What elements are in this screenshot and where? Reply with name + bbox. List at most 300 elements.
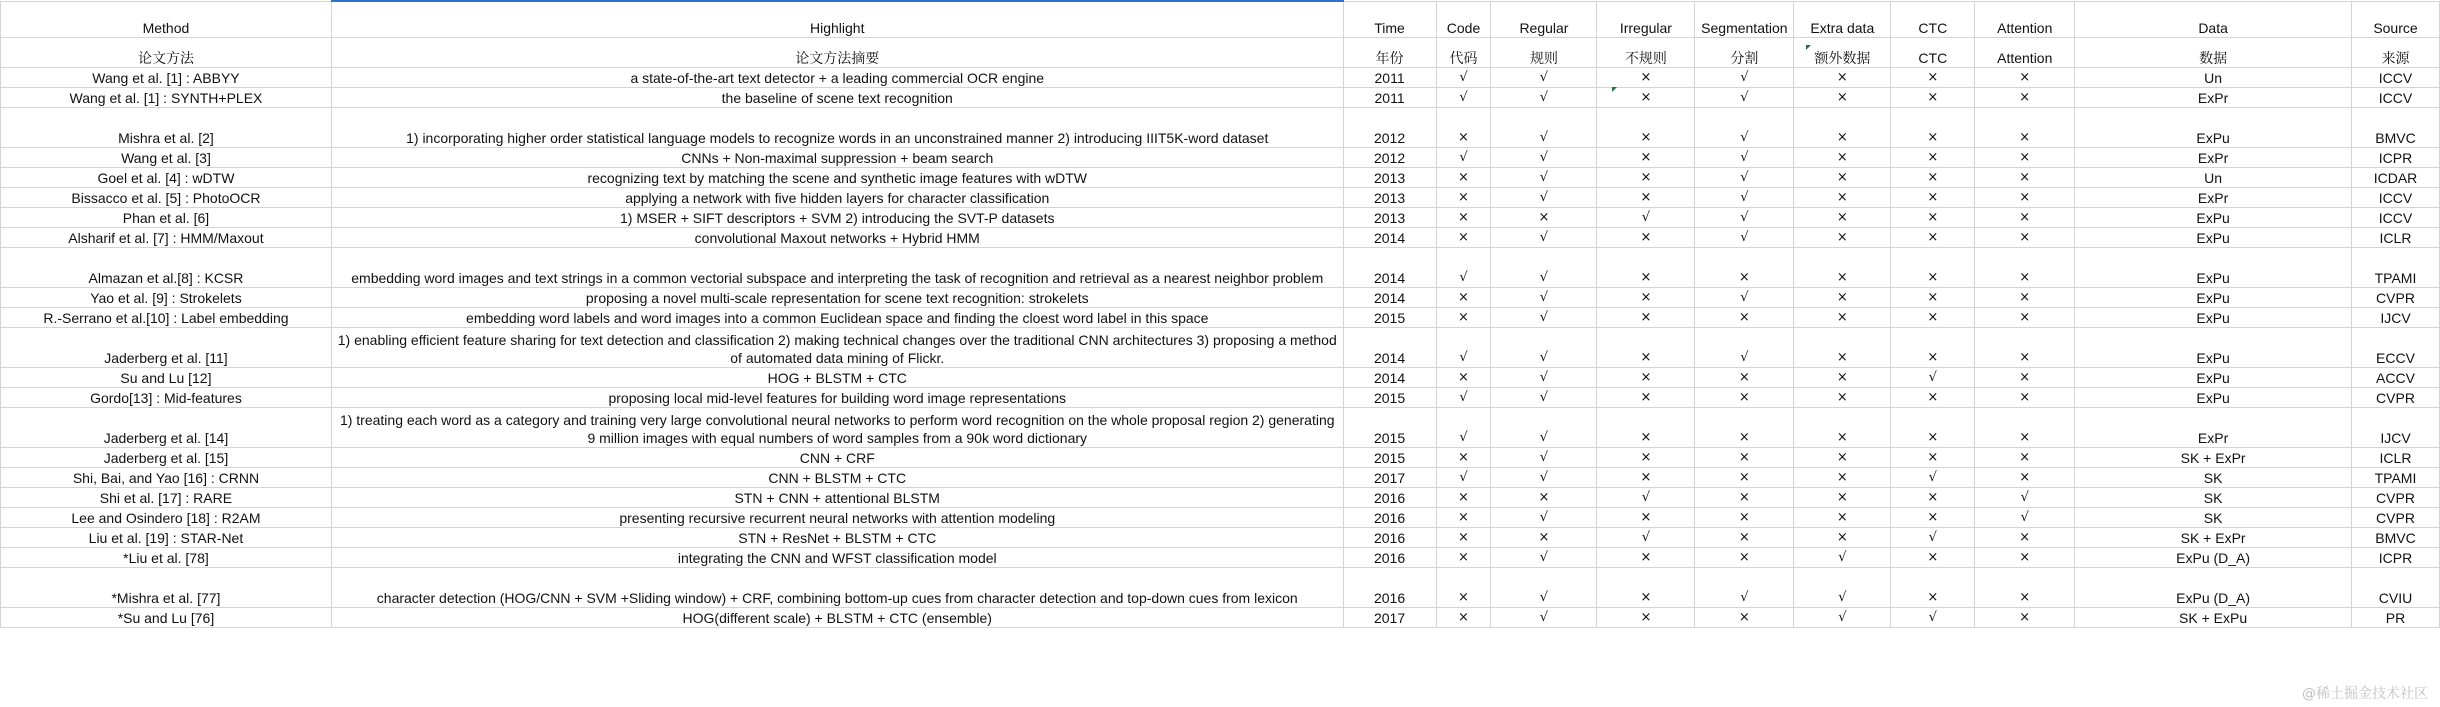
- cell-method[interactable]: Jaderberg et al. [14]: [1, 407, 332, 447]
- cell-data[interactable]: ExPu: [2075, 287, 2352, 307]
- cell-method[interactable]: Bissacco et al. [5] : PhotoOCR: [1, 187, 332, 207]
- cell-irregular[interactable]: ×: [1597, 567, 1695, 607]
- cell-highlight[interactable]: a state-of-the-art text detector + a leading commercial OCR engine: [331, 67, 1343, 87]
- cell-irregular[interactable]: ×: [1597, 507, 1695, 527]
- cell-data[interactable]: ExPu: [2075, 107, 2352, 147]
- header-segmentation[interactable]: Segmentation: [1695, 1, 1794, 37]
- cell-irregular[interactable]: ×: [1597, 307, 1695, 327]
- cell-irregular[interactable]: ×: [1597, 187, 1695, 207]
- header-attention-zh[interactable]: Attention: [1975, 37, 2075, 67]
- header-time-zh[interactable]: 年份: [1343, 37, 1436, 67]
- cell-method[interactable]: Wang et al. [1] : SYNTH+PLEX: [1, 87, 332, 107]
- cell-source[interactable]: ICDAR: [2351, 167, 2439, 187]
- header-method-zh[interactable]: 论文方法: [1, 37, 332, 67]
- cell-data[interactable]: ExPr: [2075, 147, 2352, 167]
- cell-data[interactable]: ExPu: [2075, 247, 2352, 287]
- cell-attention[interactable]: ×: [1975, 247, 2075, 287]
- cell-time[interactable]: 2013: [1343, 167, 1436, 187]
- cell-extra-data[interactable]: ×: [1794, 147, 1891, 167]
- cell-segmentation[interactable]: √: [1695, 67, 1794, 87]
- cell-extra-data[interactable]: ×: [1794, 107, 1891, 147]
- cell-regular[interactable]: √: [1491, 247, 1597, 287]
- cell-code[interactable]: ×: [1436, 607, 1491, 627]
- cell-extra-data[interactable]: ×: [1794, 227, 1891, 247]
- cell-attention[interactable]: ×: [1975, 367, 2075, 387]
- cell-source[interactable]: ICCV: [2351, 67, 2439, 87]
- cell-irregular[interactable]: ×: [1597, 67, 1695, 87]
- cell-data[interactable]: Un: [2075, 167, 2352, 187]
- cell-extra-data[interactable]: √: [1794, 547, 1891, 567]
- header-method[interactable]: Method: [1, 1, 332, 37]
- cell-source[interactable]: CVIU: [2351, 567, 2439, 607]
- cell-ctc[interactable]: ×: [1891, 567, 1975, 607]
- cell-data[interactable]: ExPr: [2075, 407, 2352, 447]
- cell-segmentation[interactable]: √: [1695, 227, 1794, 247]
- cell-code[interactable]: ×: [1436, 187, 1491, 207]
- header-data-zh[interactable]: 数据: [2075, 37, 2352, 67]
- cell-code[interactable]: ×: [1436, 367, 1491, 387]
- cell-code[interactable]: √: [1436, 87, 1491, 107]
- cell-code[interactable]: ×: [1436, 107, 1491, 147]
- cell-highlight[interactable]: proposing a novel multi-scale representation for scene text recognition: strokelets: [331, 287, 1343, 307]
- cell-irregular[interactable]: ×: [1597, 387, 1695, 407]
- cell-ctc[interactable]: ×: [1891, 307, 1975, 327]
- cell-segmentation[interactable]: √: [1695, 167, 1794, 187]
- cell-extra-data[interactable]: ×: [1794, 187, 1891, 207]
- cell-data[interactable]: SK: [2075, 487, 2352, 507]
- cell-time[interactable]: 2012: [1343, 107, 1436, 147]
- cell-extra-data[interactable]: ×: [1794, 167, 1891, 187]
- cell-code[interactable]: ×: [1436, 507, 1491, 527]
- cell-time[interactable]: 2012: [1343, 147, 1436, 167]
- cell-method[interactable]: Shi, Bai, and Yao [16] : CRNN: [1, 467, 332, 487]
- cell-source[interactable]: ACCV: [2351, 367, 2439, 387]
- cell-code[interactable]: ×: [1436, 527, 1491, 547]
- cell-extra-data[interactable]: ×: [1794, 247, 1891, 287]
- cell-method[interactable]: Lee and Osindero [18] : R2AM: [1, 507, 332, 527]
- cell-extra-data[interactable]: √: [1794, 567, 1891, 607]
- header-code-zh[interactable]: 代码: [1436, 37, 1491, 67]
- cell-extra-data[interactable]: ×: [1794, 207, 1891, 227]
- cell-data[interactable]: ExPu: [2075, 227, 2352, 247]
- cell-regular[interactable]: √: [1491, 467, 1597, 487]
- cell-highlight[interactable]: embedding word labels and word images into a common Euclidean space and finding the cloest word label in this space: [331, 307, 1343, 327]
- cell-time[interactable]: 2014: [1343, 227, 1436, 247]
- cell-extra-data[interactable]: √: [1794, 607, 1891, 627]
- cell-data[interactable]: ExPu (D_A): [2075, 567, 2352, 607]
- cell-time[interactable]: 2011: [1343, 87, 1436, 107]
- cell-time[interactable]: 2017: [1343, 607, 1436, 627]
- cell-segmentation[interactable]: √: [1695, 207, 1794, 227]
- cell-irregular[interactable]: ×: [1597, 227, 1695, 247]
- cell-source[interactable]: TPAMI: [2351, 247, 2439, 287]
- cell-data[interactable]: SK + ExPr: [2075, 447, 2352, 467]
- cell-extra-data[interactable]: ×: [1794, 307, 1891, 327]
- cell-data[interactable]: SK: [2075, 507, 2352, 527]
- cell-attention[interactable]: ×: [1975, 227, 2075, 247]
- cell-time[interactable]: 2015: [1343, 447, 1436, 467]
- cell-time[interactable]: 2016: [1343, 567, 1436, 607]
- cell-time[interactable]: 2015: [1343, 407, 1436, 447]
- cell-attention[interactable]: ×: [1975, 567, 2075, 607]
- cell-code[interactable]: √: [1436, 67, 1491, 87]
- cell-regular[interactable]: √: [1491, 327, 1597, 367]
- cell-ctc[interactable]: ×: [1891, 167, 1975, 187]
- cell-extra-data[interactable]: ×: [1794, 507, 1891, 527]
- cell-ctc[interactable]: ×: [1891, 507, 1975, 527]
- cell-regular[interactable]: √: [1491, 387, 1597, 407]
- cell-ctc[interactable]: ×: [1891, 327, 1975, 367]
- cell-highlight[interactable]: 1) MSER + SIFT descriptors + SVM 2) introducing the SVT-P datasets: [331, 207, 1343, 227]
- cell-highlight[interactable]: 1) incorporating higher order statistical language models to recognize words in an unconstrained manner 2) introducing IIIT5K-word dataset: [331, 107, 1343, 147]
- cell-extra-data[interactable]: ×: [1794, 67, 1891, 87]
- cell-irregular[interactable]: ×: [1597, 147, 1695, 167]
- cell-source[interactable]: TPAMI: [2351, 467, 2439, 487]
- cell-attention[interactable]: ×: [1975, 187, 2075, 207]
- cell-method[interactable]: Goel et al. [4] : wDTW: [1, 167, 332, 187]
- cell-time[interactable]: 2011: [1343, 67, 1436, 87]
- cell-highlight[interactable]: 1) enabling efficient feature sharing for text detection and classification 2) making technical changes over the traditional CNN architectures 3) proposing a method of automated data mining of Flickr.: [331, 327, 1343, 367]
- cell-segmentation[interactable]: ×: [1695, 527, 1794, 547]
- cell-time[interactable]: 2013: [1343, 187, 1436, 207]
- cell-method[interactable]: Almazan et al.[8] : KCSR: [1, 247, 332, 287]
- cell-time[interactable]: 2016: [1343, 487, 1436, 507]
- cell-irregular[interactable]: ×: [1597, 287, 1695, 307]
- cell-irregular[interactable]: ×: [1597, 247, 1695, 287]
- cell-time[interactable]: 2016: [1343, 507, 1436, 527]
- cell-data[interactable]: ExPu: [2075, 387, 2352, 407]
- cell-data[interactable]: SK + ExPr: [2075, 527, 2352, 547]
- header-time[interactable]: Time: [1343, 1, 1436, 37]
- cell-segmentation[interactable]: √: [1695, 87, 1794, 107]
- cell-source[interactable]: ICLR: [2351, 447, 2439, 467]
- header-source[interactable]: Source: [2351, 1, 2439, 37]
- cell-extra-data[interactable]: ×: [1794, 367, 1891, 387]
- cell-ctc[interactable]: ×: [1891, 407, 1975, 447]
- cell-segmentation[interactable]: √: [1695, 327, 1794, 367]
- cell-data[interactable]: ExPu: [2075, 327, 2352, 367]
- cell-extra-data[interactable]: ×: [1794, 87, 1891, 107]
- header-segmentation-zh[interactable]: 分割: [1695, 37, 1794, 67]
- cell-code[interactable]: ×: [1436, 447, 1491, 467]
- cell-method[interactable]: Wang et al. [1] : ABBYY: [1, 67, 332, 87]
- cell-irregular[interactable]: ×: [1597, 107, 1695, 147]
- cell-code[interactable]: ×: [1436, 487, 1491, 507]
- cell-extra-data[interactable]: ×: [1794, 407, 1891, 447]
- header-code[interactable]: Code: [1436, 1, 1491, 37]
- cell-source[interactable]: BMVC: [2351, 527, 2439, 547]
- cell-regular[interactable]: √: [1491, 507, 1597, 527]
- cell-attention[interactable]: ×: [1975, 207, 2075, 227]
- cell-irregular[interactable]: √: [1597, 527, 1695, 547]
- cell-regular[interactable]: √: [1491, 227, 1597, 247]
- cell-irregular[interactable]: ×: [1597, 547, 1695, 567]
- cell-data[interactable]: ExPu: [2075, 207, 2352, 227]
- cell-ctc[interactable]: √: [1891, 367, 1975, 387]
- cell-segmentation[interactable]: √: [1695, 147, 1794, 167]
- cell-highlight[interactable]: recognizing text by matching the scene and synthetic image features with wDTW: [331, 167, 1343, 187]
- cell-regular[interactable]: √: [1491, 547, 1597, 567]
- cell-data[interactable]: ExPr: [2075, 187, 2352, 207]
- cell-source[interactable]: CVPR: [2351, 507, 2439, 527]
- cell-ctc[interactable]: ×: [1891, 287, 1975, 307]
- cell-time[interactable]: 2016: [1343, 527, 1436, 547]
- cell-segmentation[interactable]: ×: [1695, 607, 1794, 627]
- cell-data[interactable]: SK: [2075, 467, 2352, 487]
- cell-code[interactable]: ×: [1436, 307, 1491, 327]
- cell-attention[interactable]: ×: [1975, 527, 2075, 547]
- cell-regular[interactable]: √: [1491, 307, 1597, 327]
- header-extra-data[interactable]: Extra data: [1794, 1, 1891, 37]
- cell-source[interactable]: CVPR: [2351, 487, 2439, 507]
- cell-highlight[interactable]: convolutional Maxout networks + Hybrid HMM: [331, 227, 1343, 247]
- cell-time[interactable]: 2016: [1343, 547, 1436, 567]
- cell-time[interactable]: 2015: [1343, 387, 1436, 407]
- cell-data[interactable]: ExPu: [2075, 307, 2352, 327]
- cell-highlight[interactable]: CNN + BLSTM + CTC: [331, 467, 1343, 487]
- cell-irregular[interactable]: ×: [1597, 607, 1695, 627]
- header-irregular[interactable]: Irregular: [1597, 1, 1695, 37]
- cell-ctc[interactable]: ×: [1891, 447, 1975, 467]
- cell-extra-data[interactable]: ×: [1794, 327, 1891, 367]
- cell-segmentation[interactable]: ×: [1695, 487, 1794, 507]
- cell-method[interactable]: Yao et al. [9] : Strokelets: [1, 287, 332, 307]
- cell-code[interactable]: ×: [1436, 167, 1491, 187]
- cell-ctc[interactable]: √: [1891, 467, 1975, 487]
- cell-method[interactable]: *Liu et al. [78]: [1, 547, 332, 567]
- cell-highlight[interactable]: applying a network with five hidden layers for character classification: [331, 187, 1343, 207]
- cell-ctc[interactable]: ×: [1891, 247, 1975, 287]
- cell-ctc[interactable]: ×: [1891, 207, 1975, 227]
- cell-method[interactable]: Wang et al. [3]: [1, 147, 332, 167]
- cell-regular[interactable]: ×: [1491, 527, 1597, 547]
- cell-highlight[interactable]: 1) treating each word as a category and training very large convolutional neural networks to perform word recognition on the whole proposal region 2) generating 9 million images with equal numbers of word samples from a 90k word dictionary: [331, 407, 1343, 447]
- cell-source[interactable]: CVPR: [2351, 287, 2439, 307]
- cell-irregular[interactable]: ×: [1597, 407, 1695, 447]
- cell-method[interactable]: Phan et al. [6]: [1, 207, 332, 227]
- cell-code[interactable]: √: [1436, 147, 1491, 167]
- cell-time[interactable]: 2015: [1343, 307, 1436, 327]
- cell-source[interactable]: ICCV: [2351, 187, 2439, 207]
- cell-source[interactable]: IJCV: [2351, 307, 2439, 327]
- header-irregular-zh[interactable]: 不规则: [1597, 37, 1695, 67]
- cell-attention[interactable]: ×: [1975, 447, 2075, 467]
- cell-source[interactable]: ICCV: [2351, 87, 2439, 107]
- cell-highlight[interactable]: CNN + CRF: [331, 447, 1343, 467]
- cell-attention[interactable]: ×: [1975, 167, 2075, 187]
- cell-data[interactable]: ExPr: [2075, 87, 2352, 107]
- cell-regular[interactable]: √: [1491, 447, 1597, 467]
- cell-regular[interactable]: √: [1491, 567, 1597, 607]
- cell-time[interactable]: 2014: [1343, 247, 1436, 287]
- header-ctc-zh[interactable]: CTC: [1891, 37, 1975, 67]
- cell-highlight[interactable]: the baseline of scene text recognition: [331, 87, 1343, 107]
- cell-source[interactable]: BMVC: [2351, 107, 2439, 147]
- cell-regular[interactable]: √: [1491, 287, 1597, 307]
- cell-highlight[interactable]: HOG(different scale) + BLSTM + CTC (ensemble): [331, 607, 1343, 627]
- cell-attention[interactable]: ×: [1975, 327, 2075, 367]
- cell-data[interactable]: Un: [2075, 67, 2352, 87]
- cell-attention[interactable]: ×: [1975, 107, 2075, 147]
- cell-attention[interactable]: ×: [1975, 147, 2075, 167]
- header-extra-data-zh[interactable]: 额外数据: [1794, 37, 1891, 67]
- cell-segmentation[interactable]: ×: [1695, 467, 1794, 487]
- cell-regular[interactable]: ×: [1491, 207, 1597, 227]
- cell-time[interactable]: 2014: [1343, 367, 1436, 387]
- cell-data[interactable]: ExPu: [2075, 367, 2352, 387]
- cell-extra-data[interactable]: ×: [1794, 487, 1891, 507]
- cell-attention[interactable]: ×: [1975, 467, 2075, 487]
- cell-attention[interactable]: ×: [1975, 307, 2075, 327]
- cell-ctc[interactable]: √: [1891, 607, 1975, 627]
- cell-source[interactable]: ICLR: [2351, 227, 2439, 247]
- cell-source[interactable]: ECCV: [2351, 327, 2439, 367]
- cell-source[interactable]: ICCV: [2351, 207, 2439, 227]
- cell-segmentation[interactable]: ×: [1695, 447, 1794, 467]
- cell-method[interactable]: Liu et al. [19] : STAR-Net: [1, 527, 332, 547]
- cell-regular[interactable]: √: [1491, 87, 1597, 107]
- cell-code[interactable]: √: [1436, 247, 1491, 287]
- cell-time[interactable]: 2017: [1343, 467, 1436, 487]
- cell-segmentation[interactable]: √: [1695, 187, 1794, 207]
- cell-segmentation[interactable]: ×: [1695, 407, 1794, 447]
- cell-segmentation[interactable]: ×: [1695, 387, 1794, 407]
- cell-regular[interactable]: √: [1491, 407, 1597, 447]
- cell-code[interactable]: ×: [1436, 227, 1491, 247]
- cell-regular[interactable]: √: [1491, 107, 1597, 147]
- cell-ctc[interactable]: ×: [1891, 547, 1975, 567]
- cell-time[interactable]: 2014: [1343, 327, 1436, 367]
- cell-segmentation[interactable]: ×: [1695, 547, 1794, 567]
- cell-source[interactable]: IJCV: [2351, 407, 2439, 447]
- cell-ctc[interactable]: ×: [1891, 387, 1975, 407]
- cell-attention[interactable]: √: [1975, 487, 2075, 507]
- cell-attention[interactable]: ×: [1975, 67, 2075, 87]
- header-data[interactable]: Data: [2075, 1, 2352, 37]
- header-highlight-zh[interactable]: 论文方法摘要: [331, 37, 1343, 67]
- cell-highlight[interactable]: STN + ResNet + BLSTM + CTC: [331, 527, 1343, 547]
- cell-source[interactable]: ICPR: [2351, 547, 2439, 567]
- cell-segmentation[interactable]: ×: [1695, 247, 1794, 287]
- header-regular-zh[interactable]: 规则: [1491, 37, 1597, 67]
- cell-code[interactable]: √: [1436, 327, 1491, 367]
- cell-regular[interactable]: √: [1491, 187, 1597, 207]
- cell-regular[interactable]: ×: [1491, 487, 1597, 507]
- cell-attention[interactable]: ×: [1975, 407, 2075, 447]
- cell-extra-data[interactable]: ×: [1794, 447, 1891, 467]
- cell-irregular[interactable]: ×: [1597, 447, 1695, 467]
- cell-code[interactable]: √: [1436, 467, 1491, 487]
- cell-time[interactable]: 2013: [1343, 207, 1436, 227]
- cell-code[interactable]: √: [1436, 407, 1491, 447]
- cell-highlight[interactable]: CNNs + Non-maximal suppression + beam search: [331, 147, 1343, 167]
- cell-ctc[interactable]: ×: [1891, 67, 1975, 87]
- cell-attention[interactable]: ×: [1975, 287, 2075, 307]
- cell-irregular[interactable]: √: [1597, 487, 1695, 507]
- cell-code[interactable]: ×: [1436, 567, 1491, 607]
- cell-extra-data[interactable]: ×: [1794, 387, 1891, 407]
- cell-data[interactable]: ExPu (D_A): [2075, 547, 2352, 567]
- cell-irregular[interactable]: ×: [1597, 167, 1695, 187]
- cell-source[interactable]: PR: [2351, 607, 2439, 627]
- cell-method[interactable]: Alsharif et al. [7] : HMM/Maxout: [1, 227, 332, 247]
- cell-extra-data[interactable]: ×: [1794, 467, 1891, 487]
- cell-irregular[interactable]: √: [1597, 207, 1695, 227]
- cell-attention[interactable]: ×: [1975, 87, 2075, 107]
- cell-ctc[interactable]: ×: [1891, 147, 1975, 167]
- cell-method[interactable]: Jaderberg et al. [11]: [1, 327, 332, 367]
- cell-method[interactable]: *Mishra et al. [77]: [1, 567, 332, 607]
- cell-code[interactable]: ×: [1436, 207, 1491, 227]
- cell-highlight[interactable]: character detection (HOG/CNN + SVM +Sliding window) + CRF, combining bottom-up cues from character detection and top-down cues from lexicon: [331, 567, 1343, 607]
- cell-extra-data[interactable]: ×: [1794, 287, 1891, 307]
- cell-source[interactable]: ICPR: [2351, 147, 2439, 167]
- cell-method[interactable]: R.-Serrano et al.[10] : Label embedding: [1, 307, 332, 327]
- cell-attention[interactable]: ×: [1975, 547, 2075, 567]
- cell-regular[interactable]: √: [1491, 367, 1597, 387]
- cell-method[interactable]: Gordo[13] : Mid-features: [1, 387, 332, 407]
- header-regular[interactable]: Regular: [1491, 1, 1597, 37]
- cell-irregular[interactable]: ×: [1597, 327, 1695, 367]
- cell-ctc[interactable]: √: [1891, 527, 1975, 547]
- cell-segmentation[interactable]: √: [1695, 567, 1794, 607]
- cell-time[interactable]: 2014: [1343, 287, 1436, 307]
- cell-irregular[interactable]: ×: [1597, 367, 1695, 387]
- cell-data[interactable]: SK + ExPu: [2075, 607, 2352, 627]
- cell-ctc[interactable]: ×: [1891, 187, 1975, 207]
- cell-code[interactable]: ×: [1436, 287, 1491, 307]
- cell-regular[interactable]: √: [1491, 147, 1597, 167]
- header-source-zh[interactable]: 来源: [2351, 37, 2439, 67]
- cell-regular[interactable]: √: [1491, 607, 1597, 627]
- cell-attention[interactable]: √: [1975, 507, 2075, 527]
- cell-highlight[interactable]: STN + CNN + attentional BLSTM: [331, 487, 1343, 507]
- cell-irregular[interactable]: ×: [1597, 467, 1695, 487]
- cell-segmentation[interactable]: √: [1695, 287, 1794, 307]
- cell-method[interactable]: *Su and Lu [76]: [1, 607, 332, 627]
- cell-ctc[interactable]: ×: [1891, 107, 1975, 147]
- cell-highlight[interactable]: HOG + BLSTM + CTC: [331, 367, 1343, 387]
- header-ctc[interactable]: CTC: [1891, 1, 1975, 37]
- cell-method[interactable]: Shi et al. [17] : RARE: [1, 487, 332, 507]
- cell-ctc[interactable]: ×: [1891, 227, 1975, 247]
- cell-highlight[interactable]: proposing local mid-level features for building word image representations: [331, 387, 1343, 407]
- cell-code[interactable]: √: [1436, 387, 1491, 407]
- cell-method[interactable]: Su and Lu [12]: [1, 367, 332, 387]
- cell-method[interactable]: Jaderberg et al. [15]: [1, 447, 332, 467]
- cell-irregular[interactable]: ×: [1597, 87, 1695, 107]
- cell-highlight[interactable]: embedding word images and text strings in a common vectorial subspace and interpreting the task of recognition and retrieval as a nearest neighbor problem: [331, 247, 1343, 287]
- header-highlight[interactable]: Highlight: [331, 1, 1343, 37]
- cell-regular[interactable]: √: [1491, 167, 1597, 187]
- cell-segmentation[interactable]: ×: [1695, 307, 1794, 327]
- cell-code[interactable]: ×: [1436, 547, 1491, 567]
- cell-attention[interactable]: ×: [1975, 387, 2075, 407]
- cell-attention[interactable]: ×: [1975, 607, 2075, 627]
- cell-source[interactable]: CVPR: [2351, 387, 2439, 407]
- header-attention[interactable]: Attention: [1975, 1, 2075, 37]
- cell-segmentation[interactable]: √: [1695, 107, 1794, 147]
- cell-ctc[interactable]: ×: [1891, 87, 1975, 107]
- cell-segmentation[interactable]: ×: [1695, 367, 1794, 387]
- cell-extra-data[interactable]: ×: [1794, 527, 1891, 547]
- cell-highlight[interactable]: presenting recursive recurrent neural networks with attention modeling: [331, 507, 1343, 527]
- cell-ctc[interactable]: ×: [1891, 487, 1975, 507]
- cell-highlight[interactable]: integrating the CNN and WFST classification model: [331, 547, 1343, 567]
- cell-segmentation[interactable]: ×: [1695, 507, 1794, 527]
- cell-method[interactable]: Mishra et al. [2]: [1, 107, 332, 147]
- cell-regular[interactable]: √: [1491, 67, 1597, 87]
